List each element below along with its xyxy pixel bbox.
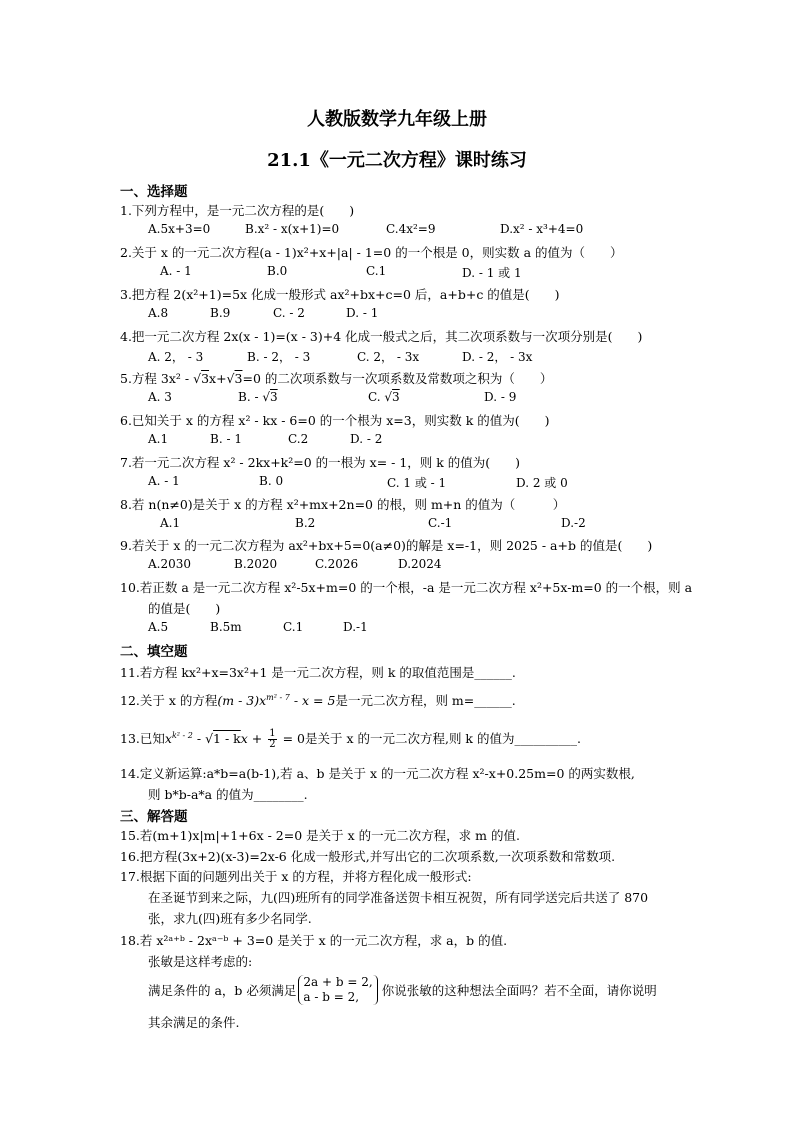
q6-option-b: B. - 1 (210, 432, 242, 446)
q6-stem: 6.已知关于 x 的方程 x² - kx - 6=0 的一个根为 x=3，则实数 k 的值为( ) (120, 413, 550, 428)
q9-option-c: C.2026 (315, 557, 359, 571)
q13-stem: 13.已知$x^{k^2 - 2} - √1$ - kx + $\frac{1}{2}$ = 0是关于 x 的一元二次方程,则 k 的值为__________. (120, 728, 581, 750)
q8-option-b: B.2 (295, 516, 316, 530)
q4-option-d: D. - 2， - 3x (462, 350, 533, 364)
q18-text-post: 你说张敏的这种想法全面吗？若不全面，请你说明 (381, 983, 657, 998)
q5-option-a: A. 3 (148, 390, 172, 404)
q5-option-c: C. √3 (368, 390, 400, 404)
q7-option-a: A. - 1 (148, 474, 180, 488)
q12-expr-mid: - x = 5 (289, 693, 336, 708)
q1-option-d: D.x² - x³+4=0 (500, 222, 584, 236)
q5-option-c-label: C. (368, 390, 385, 404)
q10-option-b: B.5m (210, 620, 242, 634)
q12-text-pre: 12.关于 x 的方程 (120, 693, 218, 708)
q4-option-a: A. 2， - 3 (148, 350, 204, 364)
q3-stem: 3.把方程 2(x²+1)=5x 化成一般形式 ax²+bx+c=0 后，a+b+c 的值是( ) (120, 287, 560, 302)
q5-option-b: B. - √3 (238, 390, 278, 404)
q2-stem: 2.关于 x 的一元二次方程(a - 1)x²+x+|a| - 1=0 的一个根是 0，则实数 a 的值为（ ） (120, 245, 623, 260)
q5-radicand-1: 3 (201, 371, 210, 386)
q18-equation-system (298, 975, 372, 1005)
q5-option-d: D. - 9 (484, 390, 517, 404)
q18-equation-1: 2a + b = 2, (303, 975, 373, 989)
q13-numerator: 1 (269, 728, 276, 739)
q10-option-d: D.-1 (343, 620, 368, 634)
section-choice: 一、选择题 (120, 184, 188, 200)
q3-option-b: B.9 (210, 306, 231, 320)
q13-minus: - (192, 731, 206, 746)
q2-option-d: D. - 1 或 1 (462, 266, 522, 280)
q5-text-pre: 5.方程 3x² - (120, 371, 194, 386)
q8-option-c: C.-1 (428, 516, 453, 530)
q10-option-c: C.1 (283, 620, 304, 634)
q4-stem: 4.把一元二次方程 2x(x - 1)=(x - 3)+4 化成一般式之后，其二次项系数与一次项分别是( ) (120, 329, 643, 344)
q7-stem: 7.若一元二次方程 x² - 2kx+k²=0 的一根为 x= - 1，则 k 的值为( ) (120, 455, 521, 470)
doc-title: 人教版数学九年级上册 (307, 109, 487, 130)
q4-option-c: C. 2， - 3x (357, 350, 420, 364)
q14-line2: 则 b*b-a*a 的值为________. (148, 787, 308, 802)
q13-text-post: 是关于 x 的一元二次方程,则 k 的值为__________. (304, 731, 581, 746)
doc-subtitle: 21.1《一元二次方程》课时练习 (267, 150, 527, 171)
q17-line2: 在圣诞节到来之际，九(四)班所有的同学准备送贺卡相互祝贺，所有同学送完后共送了 870 (148, 890, 649, 905)
q17-line1: 17.根据下面的问题列出关于 x 的方程，并将方程化成一般形式: (120, 869, 472, 884)
q9-option-d: D.2024 (398, 557, 442, 571)
q14-line1: 14.定义新运算:a*b=a(b-1),若 a、b 是关于 x 的一元二次方程 x²-x+0.25m=0 的两实数根, (120, 766, 635, 781)
q7-option-c: C. 1 或 - 1 (387, 476, 447, 490)
q12-exponent: m² - 7 (266, 692, 290, 702)
q18-line4: 其余满足的条件. (148, 1015, 240, 1030)
q6-option-a: A.1 (148, 432, 169, 446)
q7-option-d: D. 2 或 0 (516, 476, 568, 490)
q5-stem: 5.方程 3x² - √3x+√3=0 的二次项系数与一次项系数及常数项之积为（ ） (120, 371, 553, 386)
q7-option-b: B. 0 (259, 474, 284, 488)
q13-x-plus: x + (240, 731, 267, 746)
q10-stem-line2: 的值是( ) (148, 601, 221, 616)
q9-stem: 9.若关于 x 的一元二次方程为 ax²+bx+5=0(a≠0)的解是 x=-1，则 2025 - a+b 的值是( ) (120, 538, 653, 553)
q18-line2: 张敏是这样考虑的: (148, 954, 253, 969)
q8-option-d: D.-2 (561, 516, 586, 530)
q13-exponent: k² - 2 (171, 730, 193, 740)
q18-line3 (148, 975, 657, 1005)
q5-option-b-label: B. - (238, 390, 263, 404)
q9-option-a: A.2030 (148, 557, 192, 571)
q1-option-a: A.5x+3=0 (148, 222, 211, 236)
q18-text-pre: 满足条件的 a，b 必须满足 (148, 983, 297, 998)
q13-x: x (164, 731, 172, 746)
q5-option-c-radicand: 3 (392, 390, 400, 404)
section-fill: 二、填空题 (120, 644, 188, 660)
q6-option-d: D. - 2 (350, 432, 383, 446)
q3-option-a: A.8 (148, 306, 169, 320)
q6-option-c: C.2 (288, 432, 309, 446)
q17-line3: 张，求九(四)班有多少名同学. (148, 911, 312, 926)
q10-stem-line1: 10.若正数 a 是一元二次方程 x²-5x+m=0 的一个根，-a 是一元二次方程 x²+5x-m=0 的一个根，则 a (120, 580, 693, 595)
q1-option-b: B.x² - x(x+1)=0 (245, 222, 340, 236)
q16-stem: 16.把方程(3x+2)(x-3)=2x-6 化成一般形式,并写出它的二次项系数,一次项系数和常数项. (120, 849, 616, 864)
q12-text-post: 是一元二次方程，则 m=______. (335, 693, 516, 708)
q2-option-c: C.1 (366, 264, 387, 278)
q18-brace-close (373, 975, 378, 1005)
q12-expr: (m - 3)x (217, 693, 267, 708)
q18-equation-2: a - b = 2, (303, 990, 360, 1004)
q10-option-a: A.5 (148, 620, 169, 634)
section-answer: 三、解答题 (120, 809, 188, 825)
q12-stem (120, 691, 516, 709)
q2-option-b: B.0 (267, 264, 288, 278)
q4-option-b: B. - 2， - 3 (247, 350, 311, 364)
q1-option-c: C.4x²=9 (386, 222, 436, 236)
q15-stem: 15.若(m+1)x|m|+1+6x - 2=0 是关于 x 的一元二次方程，求 m 的值. (120, 828, 520, 843)
q13-radicand: 1 - k (213, 731, 241, 746)
q13-text-pre: 13.已知 (120, 731, 165, 746)
q18-line1: 18.若 x²ᵃ⁺ᵇ - 2xᵃ⁻ᵇ + 3=0 是关于 x 的一元二次方程，求 a，b 的值. (120, 933, 508, 948)
q13-denominator: 2 (269, 739, 276, 750)
q5-option-b-radicand: 3 (269, 390, 278, 404)
q9-option-b: B.2020 (234, 557, 278, 571)
q5-text-post: =0 的二次项系数与一次项系数及常数项之积为（ ） (242, 371, 553, 386)
q1-stem: 1.下列方程中，是一元二次方程的是( ) (120, 203, 355, 218)
q13-equals: = 0 (278, 731, 305, 746)
q2-option-a: A. - 1 (160, 264, 192, 278)
q11-stem: 11.若方程 kx²+x=3x²+1 是一元二次方程，则 k 的取值范围是______. (120, 665, 516, 680)
q5-text-mid: x+ (209, 371, 227, 386)
q3-option-c: C. - 2 (273, 306, 305, 320)
q13-fraction (268, 729, 276, 750)
q8-stem: 8.若 n(n≠0)是关于 x 的方程 x²+mx+2n=0 的根，则 m+n 的值为（ ） (120, 497, 566, 512)
q3-option-d: D. - 1 (346, 306, 379, 320)
q8-option-a: A.1 (160, 516, 181, 530)
q5-radicand-2: 3 (234, 371, 243, 386)
